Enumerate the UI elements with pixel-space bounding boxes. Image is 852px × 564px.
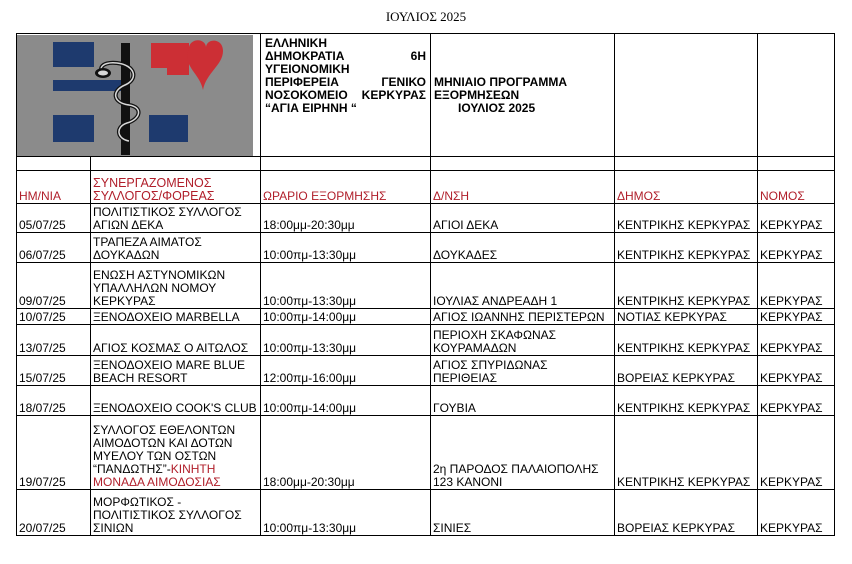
row-municipality: ΚΕΝΤΡΙΚΗΣ ΚΕΡΚΥΡΑΣ xyxy=(615,386,758,416)
table-row xyxy=(17,233,835,263)
row-address: ΠΕΡΙΟΧΗ ΣΚΑΦΩΝΑΣ ΚΟΥΡΑΜΑΔΩΝ xyxy=(431,325,615,356)
row-municipality: ΚΕΝΤΡΙΚΗΣ ΚΕΡΚΥΡΑΣ xyxy=(615,204,758,233)
caduceus-heart-icon xyxy=(17,35,253,156)
row-partner: ΕΝΩΣΗ ΑΣΤΥΝΟΜΙΚΩΝ ΥΠΑΛΛΗΛΩΝ ΝΟΜΟΥ ΚΕΡΚΥΡΑΣ xyxy=(91,263,261,309)
row-partner: ΞΕΝΟΔΟΧΕΙΟ MARE BLUE BEACH RESORT xyxy=(91,356,261,386)
row-date: 18/07/25 xyxy=(17,386,91,416)
table-row xyxy=(17,386,835,416)
hospital-line-4: ΥΓΕΙΟΝΟΜΙΚΗ ΠΕΡΙΦΕΡΕΙΑ ΓΕΝΙΚΟ ΝΟΣΟΚΟΜΕΙΟ ΚΕΡΚΥΡΑΣ “ΑΓΙΑ ΕΙΡΗΝΗ “ xyxy=(265,62,426,115)
row-time: 10:00πμ-13:30μμ xyxy=(261,325,431,356)
row-partner-highlight: ΚΙΝΗΤΗ ΜΟΝΑΔΑ ΑΙΜΟΔΟΣΙΑΣ xyxy=(93,462,221,489)
row-address: ΑΓΙΟΙ ΔΕΚΑ xyxy=(431,204,615,233)
row-municipality: ΚΕΝΤΡΙΚΗΣ ΚΕΡΚΥΡΑΣ xyxy=(615,325,758,356)
row-address: 2η ΠΑΡΟΔΟΣ ΠΑΛΑΙΟΠΟΛΗΣ 123 ΚΑΝΟΝΙ xyxy=(431,416,615,490)
hospital-line-3: 6Η xyxy=(410,49,426,63)
row-time: 18:00μμ-20:30μμ xyxy=(261,204,431,233)
empty-header-cell xyxy=(615,34,758,157)
row-date: 05/07/25 xyxy=(17,204,91,233)
row-date: 10/07/25 xyxy=(17,309,91,325)
row-time: 10:00πμ-14:00μμ xyxy=(261,309,431,325)
column-header-row xyxy=(17,171,835,204)
table-row xyxy=(17,416,835,490)
table-row xyxy=(17,263,835,309)
row-address: ΑΓΙΟΣ ΣΠΥΡΙΔΩΝΑΣ ΠΕΡΙΘΕΙΑΣ xyxy=(431,356,615,386)
row-prefecture: ΚΕΡΚΥΡΑΣ xyxy=(758,263,835,309)
row-time: 18:00μμ-20:30μμ xyxy=(261,416,431,490)
program-line-2: ΕΞΟΡΜΗΣΕΩΝ xyxy=(434,87,520,102)
hospital-line-1: ΕΛΛΗΝΙΚΗ xyxy=(265,36,328,50)
spacer-row xyxy=(17,157,835,171)
col-prefecture: ΝΟΜΟΣ xyxy=(758,171,835,204)
row-municipality: ΚΕΝΤΡΙΚΗΣ ΚΕΡΚΥΡΑΣ xyxy=(615,263,758,309)
row-municipality: ΚΕΝΤΡΙΚΗΣ ΚΕΡΚΥΡΑΣ xyxy=(615,416,758,490)
row-prefecture: ΚΕΡΚΥΡΑΣ xyxy=(758,233,835,263)
row-municipality: ΒΟΡΕΙΑΣ ΚΕΡΚΥΡΑΣ xyxy=(615,490,758,536)
row-prefecture: ΚΕΡΚΥΡΑΣ xyxy=(758,490,835,536)
row-date: 06/07/25 xyxy=(17,233,91,263)
row-municipality: ΒΟΡΕΙΑΣ ΚΕΡΚΥΡΑΣ xyxy=(615,356,758,386)
header-row xyxy=(17,34,835,157)
page-title: ΙΟΥΛΙΟΣ 2025 xyxy=(385,9,467,24)
row-prefecture: ΚΕΡΚΥΡΑΣ xyxy=(758,309,835,325)
row-prefecture: ΚΕΡΚΥΡΑΣ xyxy=(758,356,835,386)
row-prefecture: ΚΕΡΚΥΡΑΣ xyxy=(758,204,835,233)
row-time: 10:00πμ-13:30μμ xyxy=(261,263,431,309)
row-partner: ΠΟΛΙΤΙΣΤΙΚΟΣ ΣΥΛΛΟΓΟΣ ΑΓΙΩΝ ΔΕΚΑ xyxy=(91,204,261,233)
row-partner: ΞΕΝΟΔΟΧΕΙΟ MARBELLA xyxy=(91,309,261,325)
hospital-logo xyxy=(17,35,253,156)
row-date: 20/07/25 xyxy=(17,490,91,536)
table-row xyxy=(17,356,835,386)
row-partner: ΤΡΑΠΕΖΑ ΑΙΜΑΤΟΣ ΔΟΥΚΑΔΩΝ xyxy=(91,233,261,263)
col-date: ΗΜ/ΝΙΑ xyxy=(17,171,91,204)
hospital-line-2: ΔΗΜΟΚΡΑΤΙΑ xyxy=(265,49,345,63)
row-prefecture: ΚΕΡΚΥΡΑΣ xyxy=(758,416,835,490)
table-row xyxy=(17,325,835,356)
row-prefecture: ΚΕΡΚΥΡΑΣ xyxy=(758,325,835,356)
table-row xyxy=(17,490,835,536)
row-address: ΙΟΥΛΙΑΣ ΑΝΔΡΕΑΔΗ 1 xyxy=(431,263,615,309)
program-title-block xyxy=(431,34,615,157)
table-row xyxy=(17,309,835,325)
row-address: ΔΟΥΚΑΔΕΣ xyxy=(431,233,615,263)
row-date: 13/07/25 xyxy=(17,325,91,356)
schedule-table xyxy=(16,33,835,536)
row-time: 10:00πμ-13:30μμ xyxy=(261,490,431,536)
row-partner-text: ΣΥΛΛΟΓΟΣ ΕΘΕΛΟΝΤΩΝ ΑΙΜΟΔΟΤΩΝ ΚΑΙ ΔΟΤΩΝ ΜΥΕΛΟΥ ΤΩΝ ΟΣΤΩΝ “ΠΑΝΔΩΤΗΣ”- xyxy=(93,423,236,476)
row-date: 19/07/25 xyxy=(17,416,91,490)
hospital-name-block xyxy=(261,34,431,157)
program-line-3: ΙΟΥΛΙΟΣ 2025 xyxy=(458,100,536,115)
row-date: 09/07/25 xyxy=(17,263,91,309)
empty-header-cell xyxy=(758,34,835,157)
row-address: ΣΙΝΙΕΣ xyxy=(431,490,615,536)
table-row xyxy=(17,204,835,233)
col-municipality: ΔΗΜΟΣ xyxy=(615,171,758,204)
row-partner: ΜΟΡΦΩΤΙΚΟΣ - ΠΟΛΙΤΙΣΤΙΚΟΣ ΣΥΛΛΟΓΟΣ ΣΙΝΙΩΝ xyxy=(91,490,261,536)
logo-cell xyxy=(17,34,261,157)
row-municipality: ΝΟΤΙΑΣ ΚΕΡΚΥΡΑΣ xyxy=(615,309,758,325)
row-partner xyxy=(91,416,261,490)
row-time: 10:00πμ-13:30μμ xyxy=(261,233,431,263)
row-partner: ΑΓΙΟΣ ΚΟΣΜΑΣ Ο ΑΙΤΩΛΟΣ xyxy=(91,325,261,356)
col-partner: ΣΥΝΕΡΓΑΖΟΜΕΝΟΣ ΣΥΛΛΟΓΟΣ/ΦΟΡΕΑΣ xyxy=(91,171,261,204)
row-time: 12:00πμ-16:00μμ xyxy=(261,356,431,386)
row-municipality: ΚΕΝΤΡΙΚΗΣ ΚΕΡΚΥΡΑΣ xyxy=(615,233,758,263)
col-address: Δ/ΝΣΗ xyxy=(431,171,615,204)
row-address: ΑΓΙΟΣ ΙΩΑΝΝΗΣ ΠΕΡΙΣΤΕΡΩΝ xyxy=(431,309,615,325)
row-date: 15/07/25 xyxy=(17,356,91,386)
row-prefecture: ΚΕΡΚΥΡΑΣ xyxy=(758,386,835,416)
row-address: ΓΟΥΒΙΑ xyxy=(431,386,615,416)
row-partner: ΞΕΝΟΔΟΧΕΙΟ COOK'S CLUB xyxy=(91,386,261,416)
program-line-1: ΜΗΝΙΑΙΟ ΠΡΟΓΡΑΜΜΑ xyxy=(434,74,567,89)
row-time: 10:00πμ-14:00μμ xyxy=(261,386,431,416)
col-time: ΩΡΑΡΙΟ ΕΞΟΡΜΗΣΗΣ xyxy=(261,171,431,204)
